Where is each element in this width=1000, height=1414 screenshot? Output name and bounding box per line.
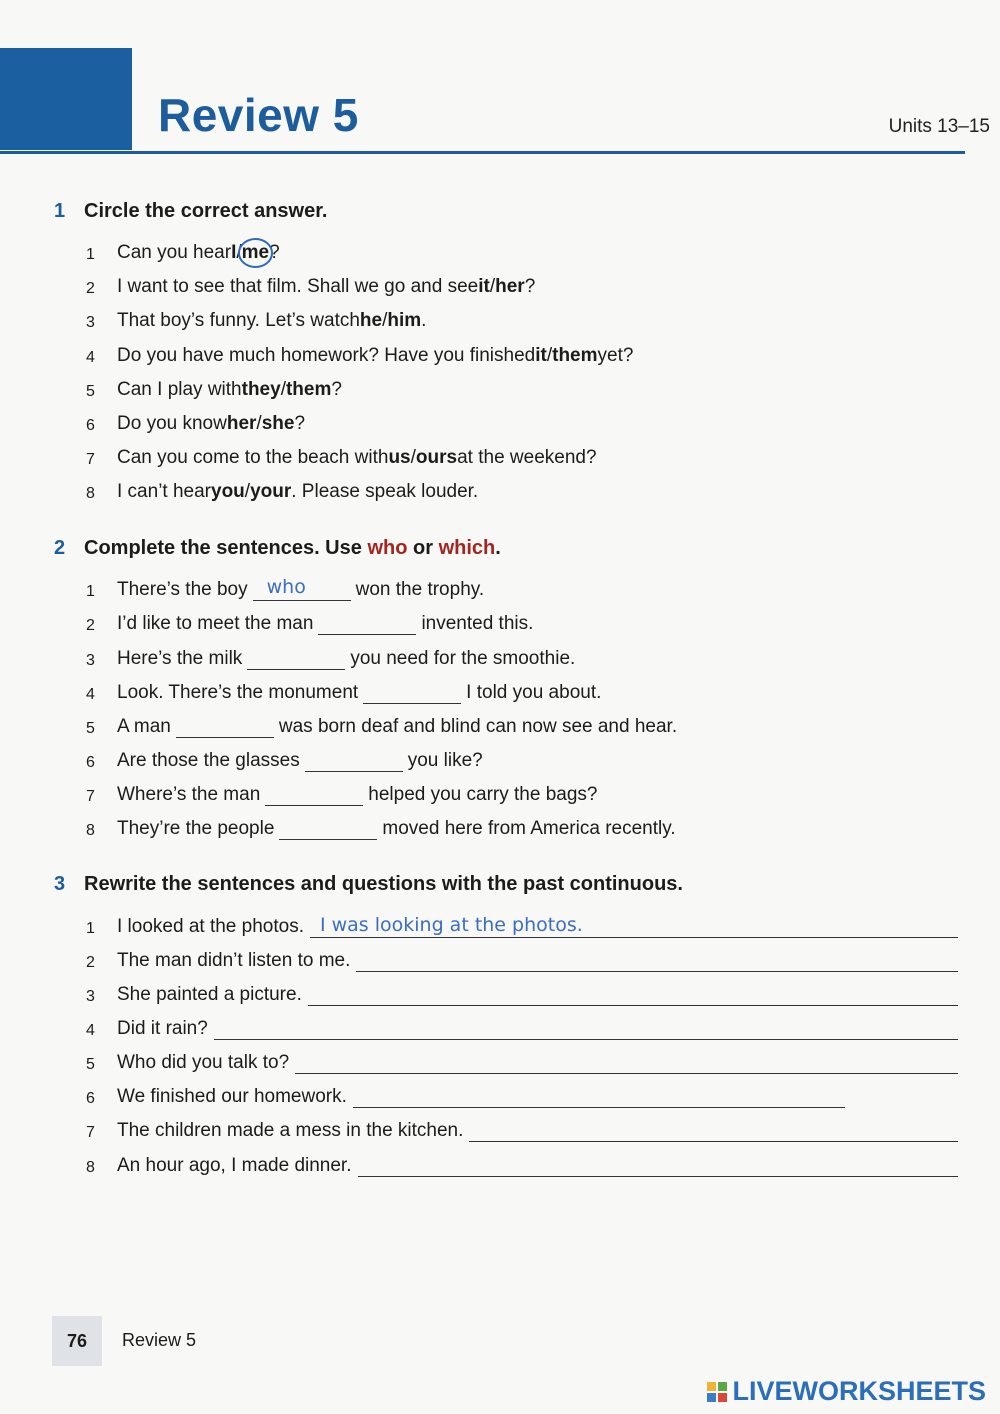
option-1[interactable]: it — [478, 276, 490, 297]
option-separator: / — [256, 413, 262, 434]
item-text: There’s the boy — [117, 579, 248, 600]
item-number: 6 — [86, 417, 95, 434]
section-number: 3 — [54, 873, 66, 895]
item-text: She painted a picture. — [117, 984, 302, 1005]
exercise-item — [86, 776, 598, 806]
option-2-wrapper — [495, 276, 525, 298]
option-1[interactable]: he — [359, 310, 383, 331]
exercise-item — [86, 1147, 958, 1177]
section-instruction: Complete the sentences. Use — [84, 537, 368, 559]
keyword-who: who — [367, 537, 408, 559]
option-separator: / — [236, 242, 242, 263]
item-text: Can you come to the beach with — [117, 447, 389, 468]
item-text: Did it rain? — [117, 1018, 208, 1039]
option-separator: / — [546, 345, 553, 366]
header-color-block — [0, 48, 132, 150]
item-text: Are those the glasses — [117, 750, 300, 771]
section-instruction-end: . — [495, 537, 501, 559]
item-number: 7 — [86, 1124, 95, 1141]
option-2-wrapper — [250, 481, 291, 503]
item-number: 8 — [86, 1159, 95, 1176]
item-text-end: moved here from America recently. — [382, 818, 676, 839]
item-text: The children made a mess in the kitchen. — [117, 1120, 464, 1141]
option-separator: / — [244, 481, 251, 502]
brand-name: LIVEWORKSHEETS — [732, 1376, 986, 1406]
exercise-item — [86, 742, 483, 772]
exercise-item — [86, 302, 426, 332]
item-text-end: you need for the smoothie. — [350, 648, 576, 669]
item-text: Look. There’s the monument — [117, 682, 359, 703]
option-separator: / — [489, 276, 496, 297]
item-text-end: yet? — [597, 345, 634, 366]
section-number: 2 — [54, 537, 66, 559]
exercise-item — [86, 1078, 845, 1108]
answer-blank[interactable] — [253, 576, 351, 601]
section-1-heading — [54, 200, 327, 223]
item-text-end: at the weekend? — [457, 447, 597, 468]
item-text: Do you have much homework? Have you finished — [117, 345, 536, 366]
option-separator: / — [382, 310, 388, 331]
answer-blank[interactable] — [247, 645, 345, 670]
option-2-wrapper — [552, 345, 597, 367]
answer-blank[interactable] — [265, 781, 363, 806]
item-number: 4 — [86, 686, 95, 703]
answer-line[interactable] — [310, 911, 958, 938]
item-text: They’re the people — [117, 818, 275, 839]
page-number: 76 — [52, 1316, 102, 1366]
option-2[interactable]: ours — [415, 447, 458, 468]
exercise-item — [86, 439, 597, 469]
answer-text: I was looking at the photos. — [319, 914, 583, 936]
item-text: A man — [117, 716, 171, 737]
item-text-end: ? — [331, 379, 342, 400]
item-number: 5 — [86, 720, 95, 737]
exercise-item — [86, 708, 677, 738]
exercise-item — [86, 1044, 958, 1074]
item-number: 1 — [86, 583, 95, 600]
option-2-wrapper — [416, 447, 457, 469]
item-number: 5 — [86, 383, 95, 400]
exercise-item — [86, 234, 280, 264]
exercise-item — [86, 674, 601, 704]
option-1[interactable]: it — [535, 345, 547, 366]
answer-blank[interactable] — [176, 713, 274, 738]
keyword-which: which — [438, 537, 496, 559]
answer-blank[interactable] — [305, 747, 403, 772]
item-text: I’d like to meet the man — [117, 613, 314, 634]
option-2-wrapper — [286, 379, 331, 401]
option-2[interactable]: she — [261, 413, 295, 434]
option-2[interactable]: him — [387, 310, 422, 331]
item-text: Can you hear — [117, 242, 232, 263]
answer-line[interactable] — [353, 1081, 845, 1108]
exercise-item — [86, 268, 535, 298]
item-number: 3 — [86, 988, 95, 1005]
item-text: I can’t hear — [117, 481, 211, 502]
item-text-end: . Please speak louder. — [291, 481, 479, 502]
answer-line[interactable] — [295, 1047, 958, 1074]
exercise-item — [86, 640, 575, 670]
item-number: 8 — [86, 485, 95, 502]
exercise-item — [86, 405, 305, 435]
item-text-end: invented this. — [421, 613, 534, 634]
item-number: 1 — [86, 920, 95, 937]
option-2-wrapper — [262, 413, 295, 435]
item-text-end: was born deaf and blind can now see and hear. — [278, 716, 678, 737]
item-number: 6 — [86, 1090, 95, 1107]
item-text: That boy’s funny. Let’s watch — [117, 310, 360, 331]
option-2[interactable]: me — [241, 242, 270, 263]
item-number: 3 — [86, 652, 95, 669]
exercise-item — [86, 571, 484, 601]
exercise-item — [86, 908, 958, 938]
item-text-end: you like? — [407, 750, 483, 771]
item-text: Can I play with — [117, 379, 242, 400]
option-1[interactable]: I — [231, 242, 237, 263]
section-3-heading — [54, 873, 683, 896]
units-label: Units 13–15 — [888, 116, 990, 137]
exercise-item — [86, 942, 958, 972]
answer-line[interactable] — [356, 945, 958, 972]
item-text-end: ? — [269, 242, 280, 263]
answer-line[interactable] — [469, 1115, 958, 1142]
answer-circle — [238, 238, 273, 268]
item-number: 2 — [86, 617, 95, 634]
exercise-item — [86, 810, 676, 840]
section-number: 1 — [54, 200, 66, 222]
item-number: 8 — [86, 822, 95, 839]
header-rule — [0, 151, 965, 154]
section-instruction: Rewrite the sentences and questions with the past continuous. — [84, 873, 683, 895]
item-text: An hour ago, I made dinner. — [117, 1155, 352, 1176]
item-text: I want to see that film. Shall we go and see — [117, 276, 479, 297]
item-text: I looked at the photos. — [117, 916, 304, 937]
option-1[interactable]: us — [388, 447, 411, 468]
item-number: 6 — [86, 754, 95, 771]
item-number: 4 — [86, 1022, 95, 1039]
exercise-item — [86, 976, 958, 1006]
item-number: 1 — [86, 246, 95, 263]
item-number: 3 — [86, 314, 95, 331]
answer-line[interactable] — [214, 1013, 958, 1040]
answer-line[interactable] — [358, 1150, 959, 1177]
item-number: 2 — [86, 954, 95, 971]
exercise-item — [86, 371, 342, 401]
liveworksheets-icon — [706, 1381, 728, 1403]
answer-blank[interactable] — [318, 610, 416, 635]
section-instruction: Circle the correct answer. — [84, 200, 328, 222]
answer-blank[interactable] — [279, 815, 377, 840]
page-title: Review 5 — [158, 89, 359, 141]
option-2[interactable]: her — [495, 276, 525, 297]
item-number: 7 — [86, 788, 95, 805]
exercise-item — [86, 473, 478, 503]
item-text-end: ? — [294, 413, 306, 434]
item-text: Who did you talk to? — [117, 1052, 290, 1073]
item-text: The man didn’t listen to me. — [117, 950, 351, 971]
option-2[interactable]: them — [552, 345, 598, 366]
exercise-item — [86, 1010, 958, 1040]
option-2[interactable]: your — [250, 481, 292, 502]
answer-blank[interactable] — [363, 679, 461, 704]
brand-logo — [706, 1376, 986, 1407]
section-instruction-mid: or — [407, 537, 439, 559]
exercise-item — [86, 1112, 958, 1142]
answer-line[interactable] — [308, 979, 958, 1006]
item-number: 4 — [86, 349, 95, 366]
option-separator: / — [410, 447, 416, 468]
exercise-item — [86, 337, 633, 367]
item-text-end: . — [421, 310, 427, 331]
item-number: 7 — [86, 451, 95, 468]
item-text: Do you know — [117, 413, 227, 434]
option-1[interactable]: they — [241, 379, 281, 400]
option-separator: / — [280, 379, 286, 400]
item-text: Where’s the man — [117, 784, 261, 805]
exercise-item — [86, 605, 533, 635]
option-2-wrapper — [387, 310, 421, 332]
section-2-heading — [54, 537, 501, 560]
item-text-end: helped you carry the bags? — [368, 784, 598, 805]
footer-label: Review 5 — [122, 1330, 197, 1350]
answer-text: who — [266, 576, 306, 598]
option-1[interactable]: you — [211, 481, 245, 502]
item-text: We finished our homework. — [117, 1086, 347, 1107]
item-number: 2 — [86, 280, 95, 297]
option-2-wrapper — [242, 242, 269, 264]
item-number: 5 — [86, 1056, 95, 1073]
item-text-end: I told you about. — [466, 682, 602, 703]
item-text-end: won the trophy. — [355, 579, 485, 600]
item-text-end: ? — [524, 276, 536, 297]
option-2[interactable]: them — [285, 379, 332, 400]
item-text: Here’s the milk — [117, 648, 243, 669]
option-1[interactable]: her — [226, 413, 257, 434]
